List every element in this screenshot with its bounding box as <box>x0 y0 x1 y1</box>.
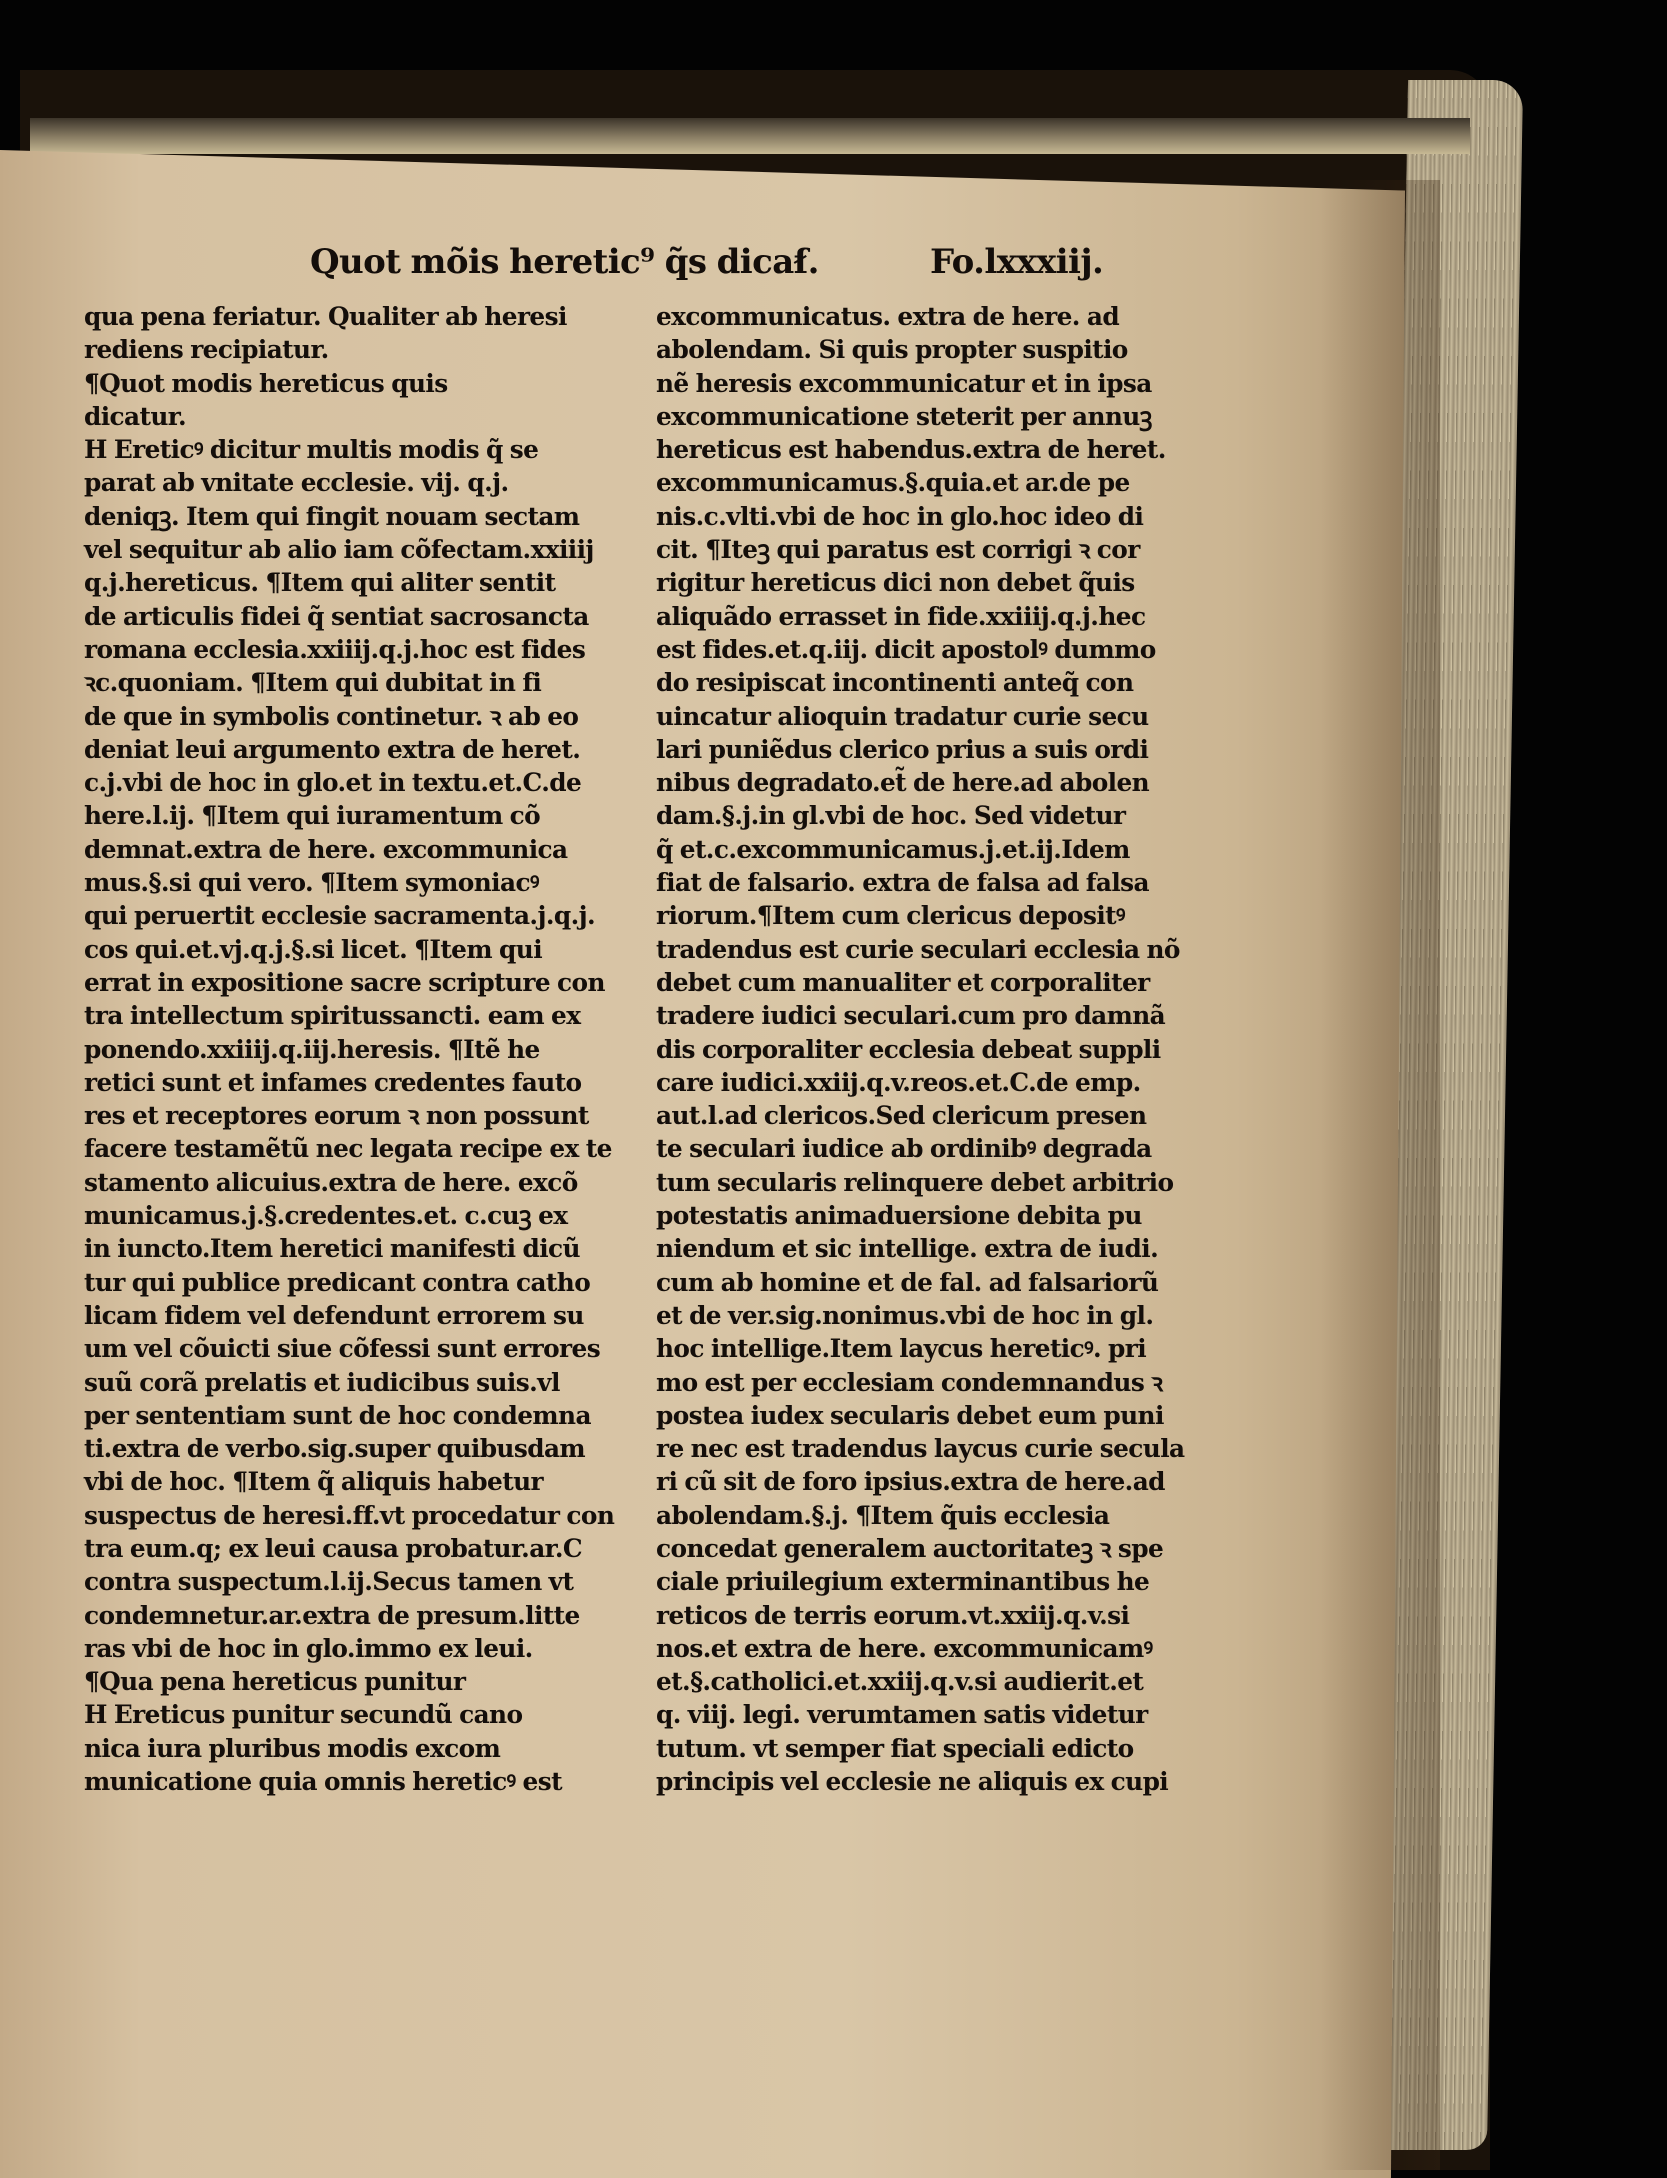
text-line: tur qui publice predicant contra catho <box>84 1267 591 1297</box>
text-line: cum ab homine et de fal. ad falsariorũ <box>656 1267 1159 1297</box>
text-line: uincatur alioquin tradatur curie secu <box>656 701 1149 731</box>
text-line: ¶Quot modis hereticus quis <box>84 368 448 398</box>
text-line: nos.et extra de here. excommunicamꝰ <box>656 1633 1153 1663</box>
text-line: tradere iudici seculari.cum pro damnã <box>656 1001 1166 1031</box>
running-head-title: Quot mõis heretic⁹ q̃s dicaẜ. <box>310 242 819 282</box>
text-line: ri cũ sit de foro ipsius.extra de here.ad <box>656 1467 1165 1497</box>
text-line: et.§.catholici.et.xxiij.q.v.si audierit.et <box>656 1667 1144 1697</box>
text-line: abolendam.§.j. ¶Item q̃uis ecclesia <box>656 1500 1110 1530</box>
text-line: postea iudex secularis debet eum puni <box>656 1400 1164 1430</box>
text-line: aliquãdo errasset in fide.xxiiij.q.j.hec <box>656 601 1146 631</box>
text-line: c.j.vbi de hoc in glo.et in textu.et.C.de <box>84 768 582 798</box>
text-line: lari puniẽdus clerico prius a suis ordi <box>656 734 1149 764</box>
text-line: mo est per ecclesiam condemnandus ꝛ <box>656 1367 1163 1397</box>
text-line: te seculari iudice ab ordinibꝰ degrada <box>656 1134 1152 1164</box>
text-line: mus.§.si qui vero. ¶Item symoniacꝰ <box>84 868 539 898</box>
text-line: niendum et sic intellige. extra de iudi. <box>656 1234 1159 1264</box>
text-line: res et receptores eorum ꝛ non possunt <box>84 1101 589 1131</box>
text-line: rediens recipiatur. <box>84 335 329 365</box>
folio-number: Fo.lxxxiij. <box>930 242 1104 282</box>
text-line: ras vbi de hoc in glo.immo ex leui. <box>84 1633 533 1663</box>
text-line: potestatis animaduersione debita pu <box>656 1201 1142 1231</box>
text-line: facere testamẽtũ nec legata recipe ex te <box>84 1134 612 1164</box>
text-line: cit. ¶Iteꝫ qui paratus est corrigi ꝛ cor <box>656 535 1140 565</box>
text-line: retici sunt et infames credentes fauto <box>84 1067 582 1097</box>
text-line: here.l.ij. ¶Item qui iuramentum cõ <box>84 801 541 831</box>
text-line: contra suspectum.l.ij.Secus tamen vt <box>84 1567 574 1597</box>
text-line: tra eum.q; ex leui causa probatur.ar.C <box>84 1533 583 1563</box>
text-line: vel sequitur ab alio iam cõfectam.xxiiij <box>84 535 594 565</box>
text-line: ponendo.xxiiij.q.iij.heresis. ¶Itẽ he <box>84 1034 540 1064</box>
text-line: est fides.et.q.iij. dicit apostolꝰ dummo <box>656 634 1156 664</box>
text-line: debet cum manualiter et corporaliter <box>656 967 1150 997</box>
text-line: H Ereticus punitur secundũ cano <box>84 1700 523 1730</box>
text-line: concedat generalem auctoritateꝫ ꝛ spe <box>656 1533 1164 1563</box>
text-line: q. viij. legi. verumtamen satis videtur <box>656 1700 1148 1730</box>
text-line: in iuncto.Item heretici manifesti dicũ <box>84 1234 580 1264</box>
text-line: dicatur. <box>84 401 187 431</box>
text-line: parat ab vnitate ecclesie. vij. q.j. <box>84 468 509 498</box>
text-line: nibus degradato.et̃ de here.ad abolen <box>656 768 1150 798</box>
text-line: deniat leui argumento extra de heret. <box>84 734 581 764</box>
text-line: riorum.¶Item cum clericus depositꝰ <box>656 901 1125 931</box>
text-line: excommunicamus.§.quia.et ar.de pe <box>656 468 1130 498</box>
text-line: dis corporaliter ecclesia debeat suppli <box>656 1034 1161 1064</box>
page-shadow <box>1320 180 1440 2170</box>
text-line: rigitur hereticus dici non debet q̃uis <box>656 568 1135 598</box>
text-line: reticos de terris eorum.vt.xxiij.q.v.si <box>656 1600 1130 1630</box>
text-line: municatione quia omnis hereticꝰ est <box>84 1767 562 1797</box>
text-line: hereticus est habendus.extra de heret. <box>656 435 1166 465</box>
text-line: tra intellectum spiritussancti. eam ex <box>84 1001 581 1031</box>
page-top-edge <box>30 118 1470 154</box>
text-line: errat in expositione sacre scripture con <box>84 967 605 997</box>
text-line: ꝛc.quoniam. ¶Item qui dubitat in fi <box>84 668 542 698</box>
text-line: aut.l.ad clericos.Sed clericum presen <box>656 1101 1147 1131</box>
text-line: de articulis fidei q̃ sentiat sacrosancta <box>84 601 589 631</box>
text-line: nica iura pluribus modis excom <box>84 1733 501 1763</box>
text-line: ti.extra de verbo.sig.super quibusdam <box>84 1434 586 1464</box>
text-line: qui peruertit ecclesie sacramenta.j.q.j. <box>84 901 596 931</box>
text-line: et de ver.sig.nonimus.vbi de hoc in gl. <box>656 1300 1154 1330</box>
text-line: suũ corã prelatis et iudicibus suis.vl <box>84 1367 560 1397</box>
text-line: tum secularis relinquere debet arbitrio <box>656 1167 1174 1197</box>
text-line: fiat de falsario. extra de falsa ad falsa <box>656 868 1149 898</box>
running-head <box>310 238 1140 286</box>
text-line: de que in symbolis continetur. ꝛ ab eo <box>84 701 579 731</box>
text-line: excommunicatione steterit per annuꝫ <box>656 401 1152 431</box>
text-line: principis vel ecclesie ne aliquis ex cupi <box>656 1767 1169 1797</box>
text-line: municamus.j.§.credentes.et. c.cuꝫ ex <box>84 1201 568 1231</box>
text-line: stamento alicuius.extra de here. excõ <box>84 1167 578 1197</box>
text-line: q.j.hereticus. ¶Item qui aliter sentit <box>84 568 556 598</box>
text-line: do resipiscat incontinenti anteq̃ con <box>656 668 1134 698</box>
text-line: qua pena feriatur. Qualiter ab heresi <box>84 302 567 331</box>
text-line: condemnetur.ar.extra de presum.litte <box>84 1600 580 1630</box>
text-line: per sententiam sunt de hoc condemna <box>84 1400 591 1430</box>
text-line: vbi de hoc. ¶Item q̃ aliquis habetur <box>84 1467 543 1497</box>
text-line: dam.§.j.in gl.vbi de hoc. Sed videtur <box>656 801 1126 831</box>
text-line: suspectus de heresi.ff.vt procedatur con <box>84 1500 615 1530</box>
left-text-column <box>84 300 644 1798</box>
text-line: deniqꝫ. Item qui fingit nouam sectam <box>84 501 580 531</box>
text-line: hoc intellige.Item laycus hereticꝰ. pri <box>656 1334 1147 1364</box>
text-line: tradendus est curie seculari ecclesia nõ <box>656 934 1180 964</box>
text-line: demnat.extra de here. excommunica <box>84 834 568 864</box>
text-line: excommunicatus. extra de here. ad <box>656 302 1120 331</box>
text-line: ciale priuilegium exterminantibus he <box>656 1567 1150 1597</box>
text-line: cos qui.et.vj.q.j.§.si licet. ¶Item qui <box>84 934 543 964</box>
text-line: ¶Qua pena hereticus punitur <box>84 1667 466 1697</box>
text-line: H Ereticꝰ dicitur multis modis q̃ se <box>84 435 539 465</box>
text-line: nẽ heresis excommunicatur et in ipsa <box>656 368 1152 398</box>
text-line: q̃ et.c.excommunicamus.j.et.ij.Idem <box>656 834 1130 864</box>
text-line: romana ecclesia.xxiiij.q.j.hoc est fides <box>84 634 586 664</box>
text-line: nis.c.vlti.vbi de hoc in glo.hoc ideo di <box>656 501 1144 531</box>
text-line: abolendam. Si quis propter suspitio <box>656 335 1128 365</box>
right-text-column <box>656 300 1226 1798</box>
text-line: licam fidem vel defendunt errorem su <box>84 1300 584 1330</box>
text-line: care iudici.xxiij.q.v.reos.et.C.de emp. <box>656 1067 1141 1097</box>
text-line: tutum. vt semper fiat speciali edicto <box>656 1733 1134 1763</box>
text-line: re nec est tradendus laycus curie secula <box>656 1434 1185 1464</box>
text-line: um vel cõuicti siue cõfessi sunt errores <box>84 1334 601 1364</box>
